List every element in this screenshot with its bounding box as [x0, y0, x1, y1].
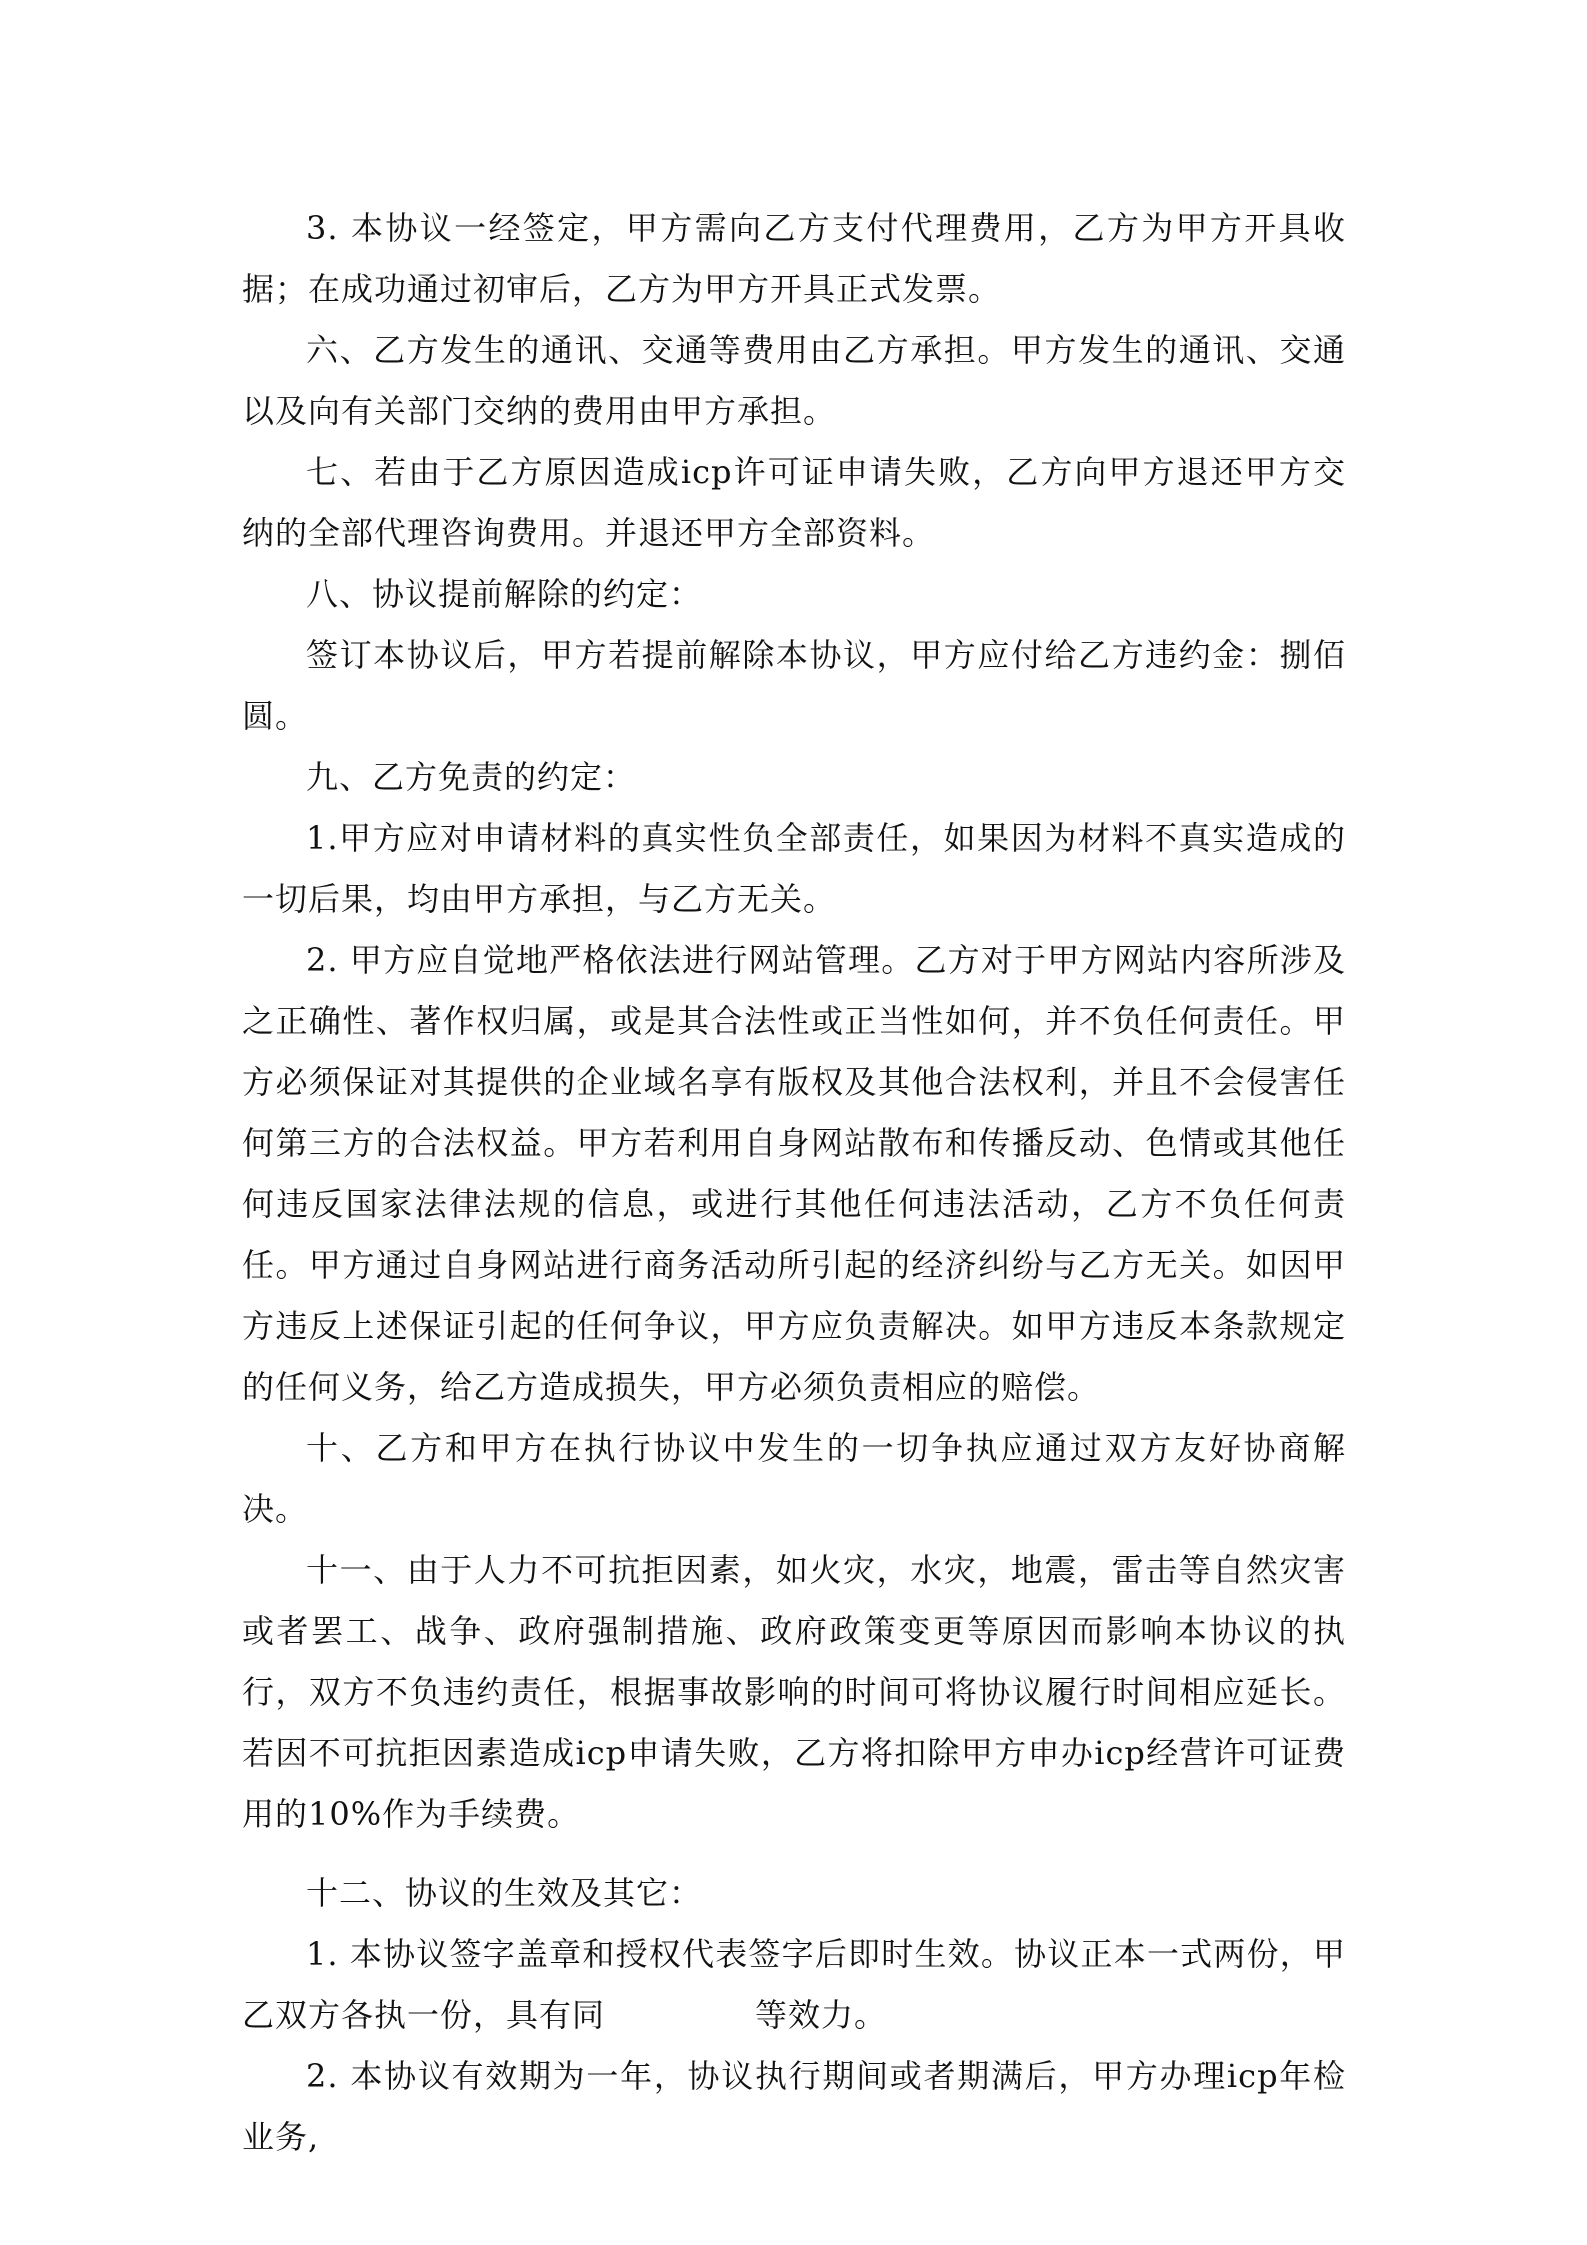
- clause-8-text: 签订本协议后，甲方若提前解除本协议，甲方应付给乙方违约金：捌佰圆。: [242, 636, 1346, 735]
- clause-12-1-text-end: 等效力。: [755, 1996, 888, 2034]
- clause-11: 十一、由于人力不可抗拒因素，如火灾，水灾，地震，雷击等自然灾害或者罢工、战争、政府强制措施、政府政策变更等原因而影响本协议的执行，双方不负违约责任，根据事故影响的时间可将协议履行时间相应延长。若因不可抗拒因素造成icp申请失败，乙方将扣除甲方申办icp经营许可证费用的10%作为手续费。: [242, 1551, 1346, 1833]
- clause-9-heading: 九、乙方免责的约定：: [306, 758, 637, 796]
- clause-9-2: 2. 甲方应自觉地严格依法进行网站管理。乙方对于甲方网站内容所涉及之正确性、著作权归属，或是其合法性或正当性如何，并不负任何责任。甲方必须保证对其提供的企业域名享有版权及其他合法权利，并且不会侵害任何第三方的合法权益。甲方若利用自身网站散布和传播反动、色情或其他任何违反国家法律法规的信息，或进行其他任何违法活动，乙方不负任何责任。甲方通过自身网站进行商务活动所引起的经济纠纷与乙方无关。如因甲方违反上述保证引起的任何争议，甲方应负责解决。如甲方违反本条款规定的任何义务，给乙方造成损失，甲方必须负责相应的赔偿。: [242, 941, 1346, 1406]
- clause-12-2: 2. 本协议有效期为一年，协议执行期间或者期满后，甲方办理icp年检业务,: [242, 2057, 1346, 2156]
- clause-12-heading: 十二、协议的生效及其它：: [306, 1874, 703, 1912]
- clause-9-1: 1.甲方应对申请材料的真实性负全部责任，如果因为材料不真实造成的一切后果，均由甲方承担，与乙方无关。: [242, 819, 1346, 918]
- clause-8-heading: 八、协议提前解除的约定：: [306, 575, 703, 613]
- clause-7: 七、若由于乙方原因造成icp许可证申请失败，乙方向甲方退还甲方交纳的全部代理咨询费用。并退还甲方全部资料。: [242, 453, 1346, 552]
- clause-12-1: [242, 1924, 1346, 2046]
- clause-10: 十、乙方和甲方在执行协议中发生的一切争执应通过双方友好协商解决。: [242, 1429, 1346, 1528]
- clause-5-3: 3. 本协议一经签定，甲方需向乙方支付代理费用，乙方为甲方开具收据；在成功通过初审后，乙方为甲方开具正式发票。: [242, 209, 1346, 308]
- clause-12-1-text-start: 1. 本协议签字盖章和授权代表签字后即时生效。协议正本一式两份，甲乙双方各执一份，具有同: [242, 1935, 1346, 2034]
- clause-6: 六、乙方发生的通讯、交通等费用由乙方承担。甲方发生的通讯、交通以及向有关部门交纳的费用由甲方承担。: [242, 331, 1346, 430]
- document-body: [242, 198, 1346, 2168]
